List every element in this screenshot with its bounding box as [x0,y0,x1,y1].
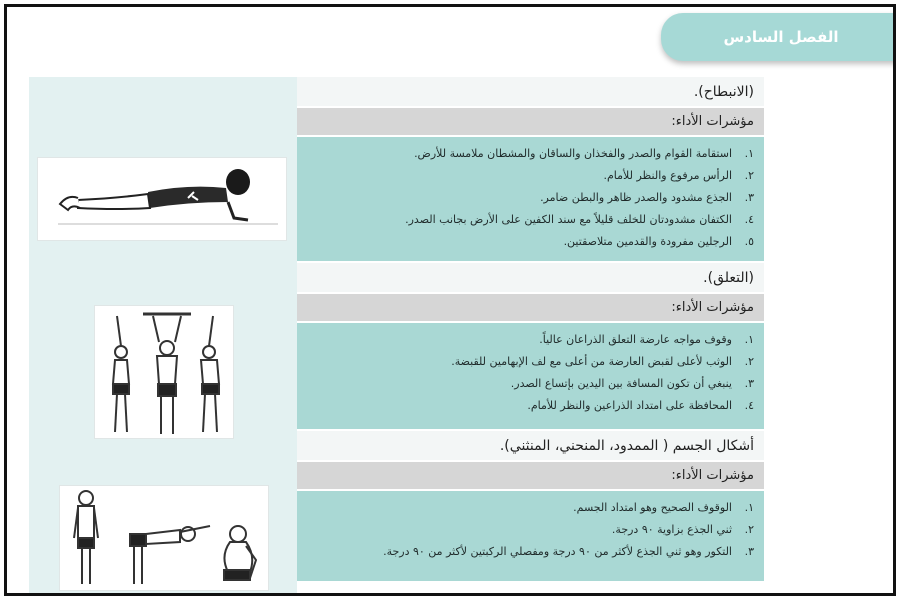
indicators-list [297,323,764,431]
section-title: أشكال الجسم ( الممدود، المنحني، المنثني). [297,431,764,462]
list-item: ٢. ثني الجذع بزاوية ٩٠ درجة. [611,523,754,536]
body-shapes-figures-icon [60,486,270,592]
list-item: ٢. الرأس مرفوع والنظر للأمام. [603,169,754,182]
list-item: ١. وقوف مواجه عارضة التعلق الذراعان عالياً. [539,333,754,346]
chapter-title: الفصل السادس [723,28,839,46]
indicators-label: مؤشرات الأداء: [297,462,764,491]
list-item: ٥. الرجلين مفرودة والقدمين متلاصقتين. [563,235,754,248]
prone-illustration [37,157,287,241]
page-frame [4,4,896,596]
list-item: ٣. ينبغي أن تكون المسافة بين اليدين بإتساع الصدر. [510,377,754,390]
indicators-list [297,137,764,263]
section-title: (التعلق). [297,263,764,294]
list-item: ٤. الكتفان مشدودتان للخلف قليلاً مع سند الكفين على الأرض بجانب الصدر. [405,213,754,226]
text-column [297,77,764,595]
illustrations-column [29,77,294,595]
list-item: ٢. الوثب لأعلى لقبض العارضة من أعلى مع لف الإبهامين للقبضة. [451,355,754,368]
prone-figure-icon [38,158,288,242]
chapter-tab [661,13,896,61]
list-item: ٤. المحافظة على امتداد الذراعين والنظر للأمام. [527,399,754,412]
list-item: ١. الوقوف الصحيح وهو امتداد الجسم. [573,501,754,514]
indicators-label: مؤشرات الأداء: [297,108,764,137]
indicators-list [297,491,764,581]
list-item: ٣. التكور وهو ثني الجذع لأكثر من ٩٠ درجة ومفصلي الركبتين لأكثر من ٩٠ درجة. [383,545,754,558]
list-item: ٣. الجذع مشدود والصدر ظاهر والبطن ضامر. [540,191,754,204]
hanging-figures-icon [95,306,235,440]
body-shapes-illustration [59,485,269,591]
indicators-label: مؤشرات الأداء: [297,294,764,323]
section-title: (الانبطاح). [297,77,764,108]
content-table [29,77,764,595]
hanging-illustration [94,305,234,439]
list-item: ١. استقامة القوام والصدر والفخذان والساقان والمشطان ملامسة للأرض. [414,147,754,160]
